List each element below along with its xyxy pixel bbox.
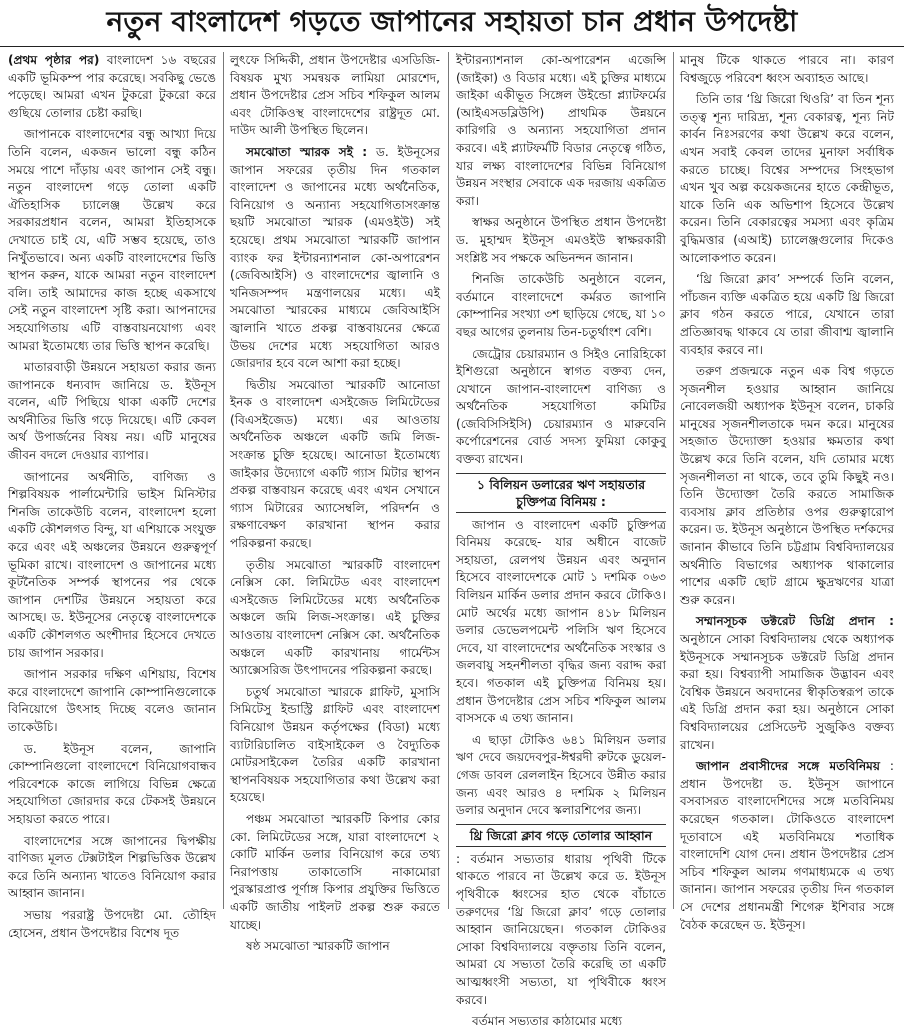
paragraph xyxy=(680,613,894,754)
column-divider xyxy=(673,52,674,909)
column-1 xyxy=(8,52,216,940)
paragraph: লুৎফে সিদ্দিকী, প্রধান উপদেষ্টার এসডিজি-বিষয়ক মুখ্য সমন্বয়ক লামিয়া মোরশেদ, প্রধান উপদেষ্টার প্রেস সচিব শফিকুল আলম এবং টোকিওস্থ বাংলাদেশের রাষ্ট্রদূত মো. দাউদ আলী উপস্থিত ছিলেন। xyxy=(230,53,440,138)
column-divider xyxy=(223,52,224,909)
paragraph: বাংলাদেশের সঙ্গে জাপানের দ্বিপক্ষীয় বাণিজ্য মূলত টেক্সটাইল শিল্পভিত্তিক উল্লেখ করে তিনি অন্যান্য খাতেও বিনিয়োগ করার আহ্বান জানান। xyxy=(8,833,216,901)
paragraph: দ্বিতীয় সমঝোতা স্মারকটি আনোডা ইনক ও বাংলাদেশ এসইজেড লিমিটেডের (বিএসইজেড) মধ্যে। এর আওতায় অর্থনৈতিক অঞ্চলে একটি জমি লিজ-সংক্রান্ত চুক্তি হয়েছে। আনোডা ইতোমধ্যে জাইকার উদ্যোগে একটি গ্যাস মিটার স্থাপন প্রকল্প বাস্তবায়ন করেছে এবং এখন সেখানে গ্যাস মিটারের অ্যাসেম্বলি, পরিদর্শন ও রক্ষণাবেক্ষণ কারখানা স্থাপন করার পরিকল্পনা করছে। xyxy=(230,377,440,551)
paragraph xyxy=(8,52,216,122)
paragraph-text: : প্রধান উপদেষ্টা ড. ইউনূস জাপানে বসবাসরত বাংলাদেশিদের সঙ্গে মতবিনিময় করেছেন গতকাল। টোকিওতে বাংলাদেশ দূতাবাসে এই মতবিনিময়ে শতাধিক বাংলাদেশি যোগ দেন। প্রধান উপদেষ্টার প্রেস সচিব শফিকুল আলম গণমাধ্যমকে এ তথ্য জানান। জাপান সফরের তৃতীয় দিন গতকাল সে দেশের প্রধানমন্ত্রী শিগেরু ইশিবার সঙ্গে বৈঠক করেছেন ড. ইউনূস। xyxy=(680,759,894,932)
paragraph-text: বাংলাদেশ ১৬ বছরের একটি ভূমিকম্প পার করেছে। সবকিছু ভেঙে পড়েছে। আমরা এখন টুকরো টুকরো করে গুছিয়ে তোলার চেষ্টা করছি। xyxy=(8,53,216,120)
paragraph: ইন্টারন্যাশনাল কো-অপারেশন এজেন্সি (জাইকা) ও বিডার মধ্যে। এই চুক্তির মাধ্যমে জাইকা একীভূত সিঙ্গেল উইন্ডো প্ল্যাটফর্মের (আইএসডব্লিউপি) প্রাথমিক উন্নয়নে কারিগরি ও অন্যান্য সহযোগিতা প্রদান করবে। এই প্ল্যাটফর্মটি বিডার নেতৃত্বে গঠিত, যার লক্ষ্য বাংলাদেশের বিভিন্ন বিনিয়োগ উন্নয়ন সংস্থার সেবাকে এক দরজায় একত্রিত করা। xyxy=(456,53,666,208)
paragraph xyxy=(680,758,894,934)
paragraph: মানুষ টিকে থাকতে পারবে না। কারণ বিশ্বজুড়ে পরিবেশ ধ্বংস অব্যাহত আছে। xyxy=(680,53,894,85)
paragraph: পঞ্চম সমঝোতা স্মারকটি কিপার কোর কো. লিমিটেডের সঙ্গে, যারা বাংলাদেশে ২ কোটি মার্কিন ডলার বিনিয়োগ করে তথ্য নিরাপত্তায় তাকাতোসি নাকামোরা পুরস্কারপ্রাপ্ত পূর্ণাঙ্গ কিপার প্রযুক্তির ভিত্তিতে একটি জাতীয় পাইলট প্রকল্প শুরু করতে যাচ্ছে। xyxy=(230,811,440,932)
paragraph: সভায় পররাষ্ট্র উপদেষ্টা মো. তৌহিদ হোসেন, প্রধান উপদেষ্টার বিশেষ দূত xyxy=(8,907,216,940)
paragraph: মাতারবাড়ী উন্নয়নে সহায়তা করার জন্য জাপানকে ধন্যবাদ জানিয়ে ড. ইউনূস বলেন, এটি পিছিয়ে থাকা একটি দেশের অর্থনীতির ভিত্তি গড়ে দিয়েছে। এটি কেবল অর্থ উপার্জনের বিষয় নয়। এটি মানুষের জীবন বদলে দেওয়ার ব্যাপার। xyxy=(8,360,216,463)
continuation-lead: (প্রথম পৃষ্ঠার পর) xyxy=(8,53,100,67)
paragraph: তৃতীয় সমঝোতা স্মারকটি বাংলাদেশ নেক্সিস কো. লিমিটেড এবং বাংলাদেশ এসইজেড লিমিটেডের মধ্যে অর্থনৈতিক অঞ্চলে জমি লিজ-সংক্রান্ত। এই চুক্তির আওতায় বাংলাদেশ নেক্সিস কো. অর্থনৈতিক অঞ্চলে একটি কারখানায় গার্মেন্টস অ্যাক্সেসরিজ উৎপাদনের পরিকল্পনা করছে। xyxy=(230,557,440,678)
paragraph: জাপান ও বাংলাদেশ একটি চুক্তিপত্র বিনিময় করেছে- যার অধীনে বাজেট সহায়তা, রেলপথ উন্নয়ন এবং অনুদান হিসেবে বাংলাদেশকে মোট ১ দশমিক ০৬৩ বিলিয়ন মার্কিন ডলার প্রদান করবে টোকিও। মোট অর্থের মধ্যে জাপান ৪১৮ মিলিয়ন ডলার ডেভেলপমেন্ট পলিসি ঋণ হিসেবে দেবে, যা বাংলাদেশের অর্থনৈতিক সংস্কার ও জলবায়ু সহনশীলতা বৃদ্ধির জন্য বরাদ্দ করা হবে। গতকাল এই চুক্তিপত্র বিনিময় হয়। প্রধান উপদেষ্টার প্রেস সচিব শফিকুল আলম বাসসকে এ তথ্য জানান। xyxy=(456,517,666,726)
paragraph: জাপানের অর্থনীতি, বাণিজ্য ও শিল্পবিষয়ক পার্লামেন্টারি ভাইস মিনিস্টার শিনজি তাকেউচি বলেন, বাংলাদেশ হলো একটি কৌশলগত বিন্দু, যা এশিয়াকে সংযুক্ত করে এবং এই অঞ্চলের উন্নয়নে গুরুত্বপূর্ণ ভূমিকা রাখে। বাংলাদেশ ও জাপানের মধ্যে কূটনৈতিক সম্পর্ক স্থাপনের পর থেকে জাপান দেশটির উন্নয়নে সহায়তা করে আসছে। ড. ইউনূসের নেতৃত্বে বাংলাদেশকে একটি কৌশলগত অংশীদার হিসেবে দেখতে চায় জাপান সরকার। xyxy=(8,469,216,660)
paragraph: স্বাক্ষর অনুষ্ঠানে উপস্থিত প্রধান উপদেষ্টা ড. মুহাম্মদ ইউনূস এমওইউ স্বাক্ষরকারী সংশ্লিষ্ট সব পক্ষকে অভিনন্দন জানান। xyxy=(456,215,666,265)
paragraph: ড. ইউনূস বলেন, জাপানি কোম্পানিগুলো বাংলাদেশে বিনিয়োগবান্ধব পরিবেশকে কাজে লাগিয়ে বিভিন্ন ক্ষেত্রে সহযোগিতা জোরদার করে টেকসই উন্নয়নে সহায়তা করতে পারে। xyxy=(8,741,216,826)
subhead-honorary-degree: সম্মানসূচক ডক্টরেট ডিগ্রি প্রদান : xyxy=(696,614,894,629)
paragraph: এ ছাড়া টোকিও ৬৪১ মিলিয়ন ডলার ঋণ দেবে জয়দেবপুর-ঈশ্বরদী রুটকে ডুয়েল-গেজ ডাবল রেললাইন হিসেবে উন্নীত করার জন্য এবং আরও ৪ দশমিক ২ মিলিয়ন ডলার অনুদান দেবে স্কলারশিপের জন্য। xyxy=(456,732,666,818)
paragraph: জেট্রোর চেয়ারম্যান ও সিইও নোরিহিকো ইশিগুরো অনুষ্ঠানে স্বাগত বক্তব্য দেন, যেখানে জাপান-বাংলাদেশ বাণিজ্য ও অর্থনৈতিক সহযোগিতা কমিটির (জেবিসিসিইসি) চেয়ারম্যান ও মারুবেনি কর্পোরেশনের বোর্ড সদস্য ফুমিয়া কোকুবু বক্তব্য রাখেন। xyxy=(456,346,666,467)
paragraph: বর্তমান সভ্যতার কাঠামোর মধ্যে xyxy=(472,1014,623,1029)
subhead-three-zero-club: থ্রি জিরো ক্লাব গড়ে তোলার আহ্বান xyxy=(456,824,666,847)
paragraph-text: অনুষ্ঠানে সোকা বিশ্ববিদ্যালয় থেকে অধ্যাপক ইউনূসকে সম্মানসূচক ডক্টরেট ডিগ্রি প্রদান করা হয়। বিশ্বব্যাপী সামাজিক উদ্ভাবন এবং বৈশ্বিক উন্নয়নে অবদানের স্বীকৃতিস্বরূপ তাকে এই ডিগ্রি প্রদান করা হয়। অনুষ্ঠানে সোকা বিশ্ববিদ্যালয়ের প্রেসিডেন্ট সুজুকিও বক্তব্য রাখেন। xyxy=(680,632,894,752)
paragraph: জাপান সরকার দক্ষিণ এশিয়ায়, বিশেষ করে বাংলাদেশে জাপানি কোম্পানিগুলোকে বিনিয়োগে উৎসাহ দিচ্ছে বলেও জানান তাকেউচি। xyxy=(8,667,216,734)
paragraph: তিনি তার ‘থ্রি জিরো থিওরি’ বা তিন শূন্য তত্ত্ব শূন্য দারিদ্র্য, শূন্য বেকারত্ব, শূন্য নিট কার্বন নিঃসরণের কথা উল্লেখ করে বলেন, এখন সবাই কেবল তাদের মুনাফা সর্বাধিক করতে চাচ্ছে। বিশ্বের সম্পদের সিংহভাগ এখন খুব অল্প কয়েকজনের হাতে কেন্দ্রীভূত, যাকে তিনি এক অভিশাপ হিসেবে উল্লেখ করেন। তিনি বেকারত্বের সমস্যা এবং কৃত্রিম বুদ্ধিমত্তার (এআই) চ্যালেঞ্জগুলোর দিকেও আলোকপাত করেন। xyxy=(680,92,894,265)
subhead-mou: সমঝোতা স্মারক সই : xyxy=(246,144,368,159)
paragraph xyxy=(230,144,440,373)
column-4 xyxy=(680,52,894,932)
headline: নতুন বাংলাদেশ গড়তে জাপানের সহায়তা চান প্রধান উপদেষ্টা xyxy=(0,0,904,47)
subhead-expatriates: জাপান প্রবাসীদের সঙ্গে মতবিনিময় xyxy=(696,759,881,774)
paragraph: শিনজি তাকেউচি অনুষ্ঠানে বলেন, বর্তমানে বাংলাদেশে কর্মরত জাপানি কোম্পানির সংখ্যা ৩শ ছাড়িয়ে গেছে, যা ১০ বছর আগের তুলনায় তিন-চতুর্থাংশ বেশি। xyxy=(456,272,666,339)
column-divider xyxy=(448,52,449,909)
column-2 xyxy=(230,52,440,954)
paragraph: ‘থ্রি জিরো ক্লাব’ সম্পর্কে তিনি বলেন, পাঁচজন ব্যক্তি একত্রিত হয়ে একটি থ্রি জিরো ক্লাব গঠন করতে পারে, যেখানে তারা প্রতিজ্ঞাবদ্ধ থাকবে যে তারা জীবাশ্ম জ্বালানি ব্যবহার করবে না। xyxy=(680,272,894,357)
paragraph-text: ড. ইউনূসের জাপান সফরের তৃতীয় দিন গতকাল বাংলাদেশ ও জাপানের মধ্যে অর্থনৈতিক, বিনিয়োগ ও অন্যান্য সহযোগিতাসংক্রান্ত ছয়টি সমঝোতা স্মারক (এমওইউ) সই হয়েছে। প্রথম সমঝোতা স্মারকটি জাপান ব্যাংক ফর ইন্টারন্যাশনাল কো-অপারেশন (জেবিআইসি) ও বাংলাদেশের জ্বালানি ও খনিজসম্পদ মন্ত্রণালয়ের মধ্যে। এই সমঝোতা স্মারকের মাধ্যমে জেবিআইসি জ্বালানি খাতে প্রকল্প বাস্তবায়নের ক্ষেত্রে উভয় দেশের মধ্যে সহযোগিতা আরও জোরদার হবে বলে আশা করা হচ্ছে। xyxy=(230,144,440,371)
paragraph: চতুর্থ সমঝোতা স্মারকে গ্লাফিট, মুসাসি সিমিটেসু ইন্ডাস্ট্রি গ্লাফিট এবং বাংলাদেশ বিনিয়োগ উন্নয়ন কর্তৃপক্ষের (বিডা) মধ্যে ব্যাটারিচালিত বাইসাইকেল ও বৈদ্যুতিক মোটরসাইকেল তৈরির একটি কারখানা স্থাপনবিষয়ক সহযোগিতার কথা উল্লেখ করা হয়েছে। xyxy=(230,684,440,805)
article-body xyxy=(8,52,898,1029)
paragraph: জাপানকে বাংলাদেশের বন্ধু আখ্যা দিয়ে তিনি বলেন, একজন ভালো বন্ধু কঠিন সময়ে পাশে দাঁড়ায় এবং জাপান সেই বন্ধু। নতুন বাংলাদেশ গড়ে তোলা একটি ঐতিহাসিক চ্যালেঞ্জ উল্লেখ করে সরকারপ্রধান বলেন, আমরা ইতিহাসকে দেখাতে চাই যে, এটি সম্ভব হয়েছে, তাও নিখুঁতভাবে। অন্য একটি বাংলাদেশের ভিত্তি স্থাপন করুন, যাকে আমরা নতুন বাংলাদেশ বলি। তাই আমাদের কাজ হচ্ছে একসাথে সেই নতুন বাংলাদেশ সৃষ্টি করা। আপনাদের সহযোগিতায় এটি বাস্তবায়নযোগ্য এবং আমরা ইতোমধ্যে তার ভিত্তি স্থাপন করেছি। xyxy=(8,127,216,353)
subhead-loan: ১ বিলিয়ন ডলারের ঋণ সহায়তার চুক্তিপত্র বিনিময় : xyxy=(456,473,666,513)
column-3 xyxy=(456,52,666,1029)
paragraph: তরুণ প্রজন্মকে নতুন এক বিশ্ব গড়তে সৃজনশীল হওয়ার আহ্বান জানিয়ে নোবেলজয়ী অধ্যাপক ইউনূস বলেন, চাকরি মানুষের সৃজনশীলতাকে দমন করে। মানুষের সহজাত উদ্যোক্তা হওয়ার ক্ষমতার কথা উল্লেখ করে তিনি বলেন, যদি তোমার মধ্যে সৃজনশীলতা না থাকে, তবে তুমি কিছুই নও। তিনি উদ্যোক্তা তৈরি করতে সামাজিক ব্যবসায় ক্লাব প্রতিষ্ঠার ওপর গুরুত্বারোপ করেন। ড. ইউনূস অনুষ্ঠানে উপস্থিত দর্শকদের জানান কীভাবে তিনি চট্টগ্রাম বিশ্ববিদ্যালয়ের অর্থনীতি বিভাগের অধ্যাপক থাকালোর পাশের একটি ছোট গ্রামে ক্ষুদ্রঋণের যাত্রা শুরু করেন। xyxy=(680,364,894,607)
paragraph: : বর্তমান সভ্যতার ধারায় পৃথিবী টিকে থাকতে পারবে না উল্লেখ করে ড. ইউনূস পৃথিবীকে ধ্বংসের হাত থেকে বাঁচাতে তরুণদের ‘থ্রি জিরো ক্লাব’ গড়ে তোলার আহ্বান জানিয়েছেন। গতকাল টোকিওর সোকা বিশ্ববিদ্যালয়ে বক্তৃতায় তিনি বলেন, আমরা যে সভ্যতা তৈরি করেছি তা একটি আত্মধ্বংসী সভ্যতা, যা পৃথিবীকে ধ্বংস করবে। xyxy=(456,851,666,1007)
paragraph: ষষ্ঠ সমঝোতা স্মারকটি জাপান xyxy=(246,939,390,954)
